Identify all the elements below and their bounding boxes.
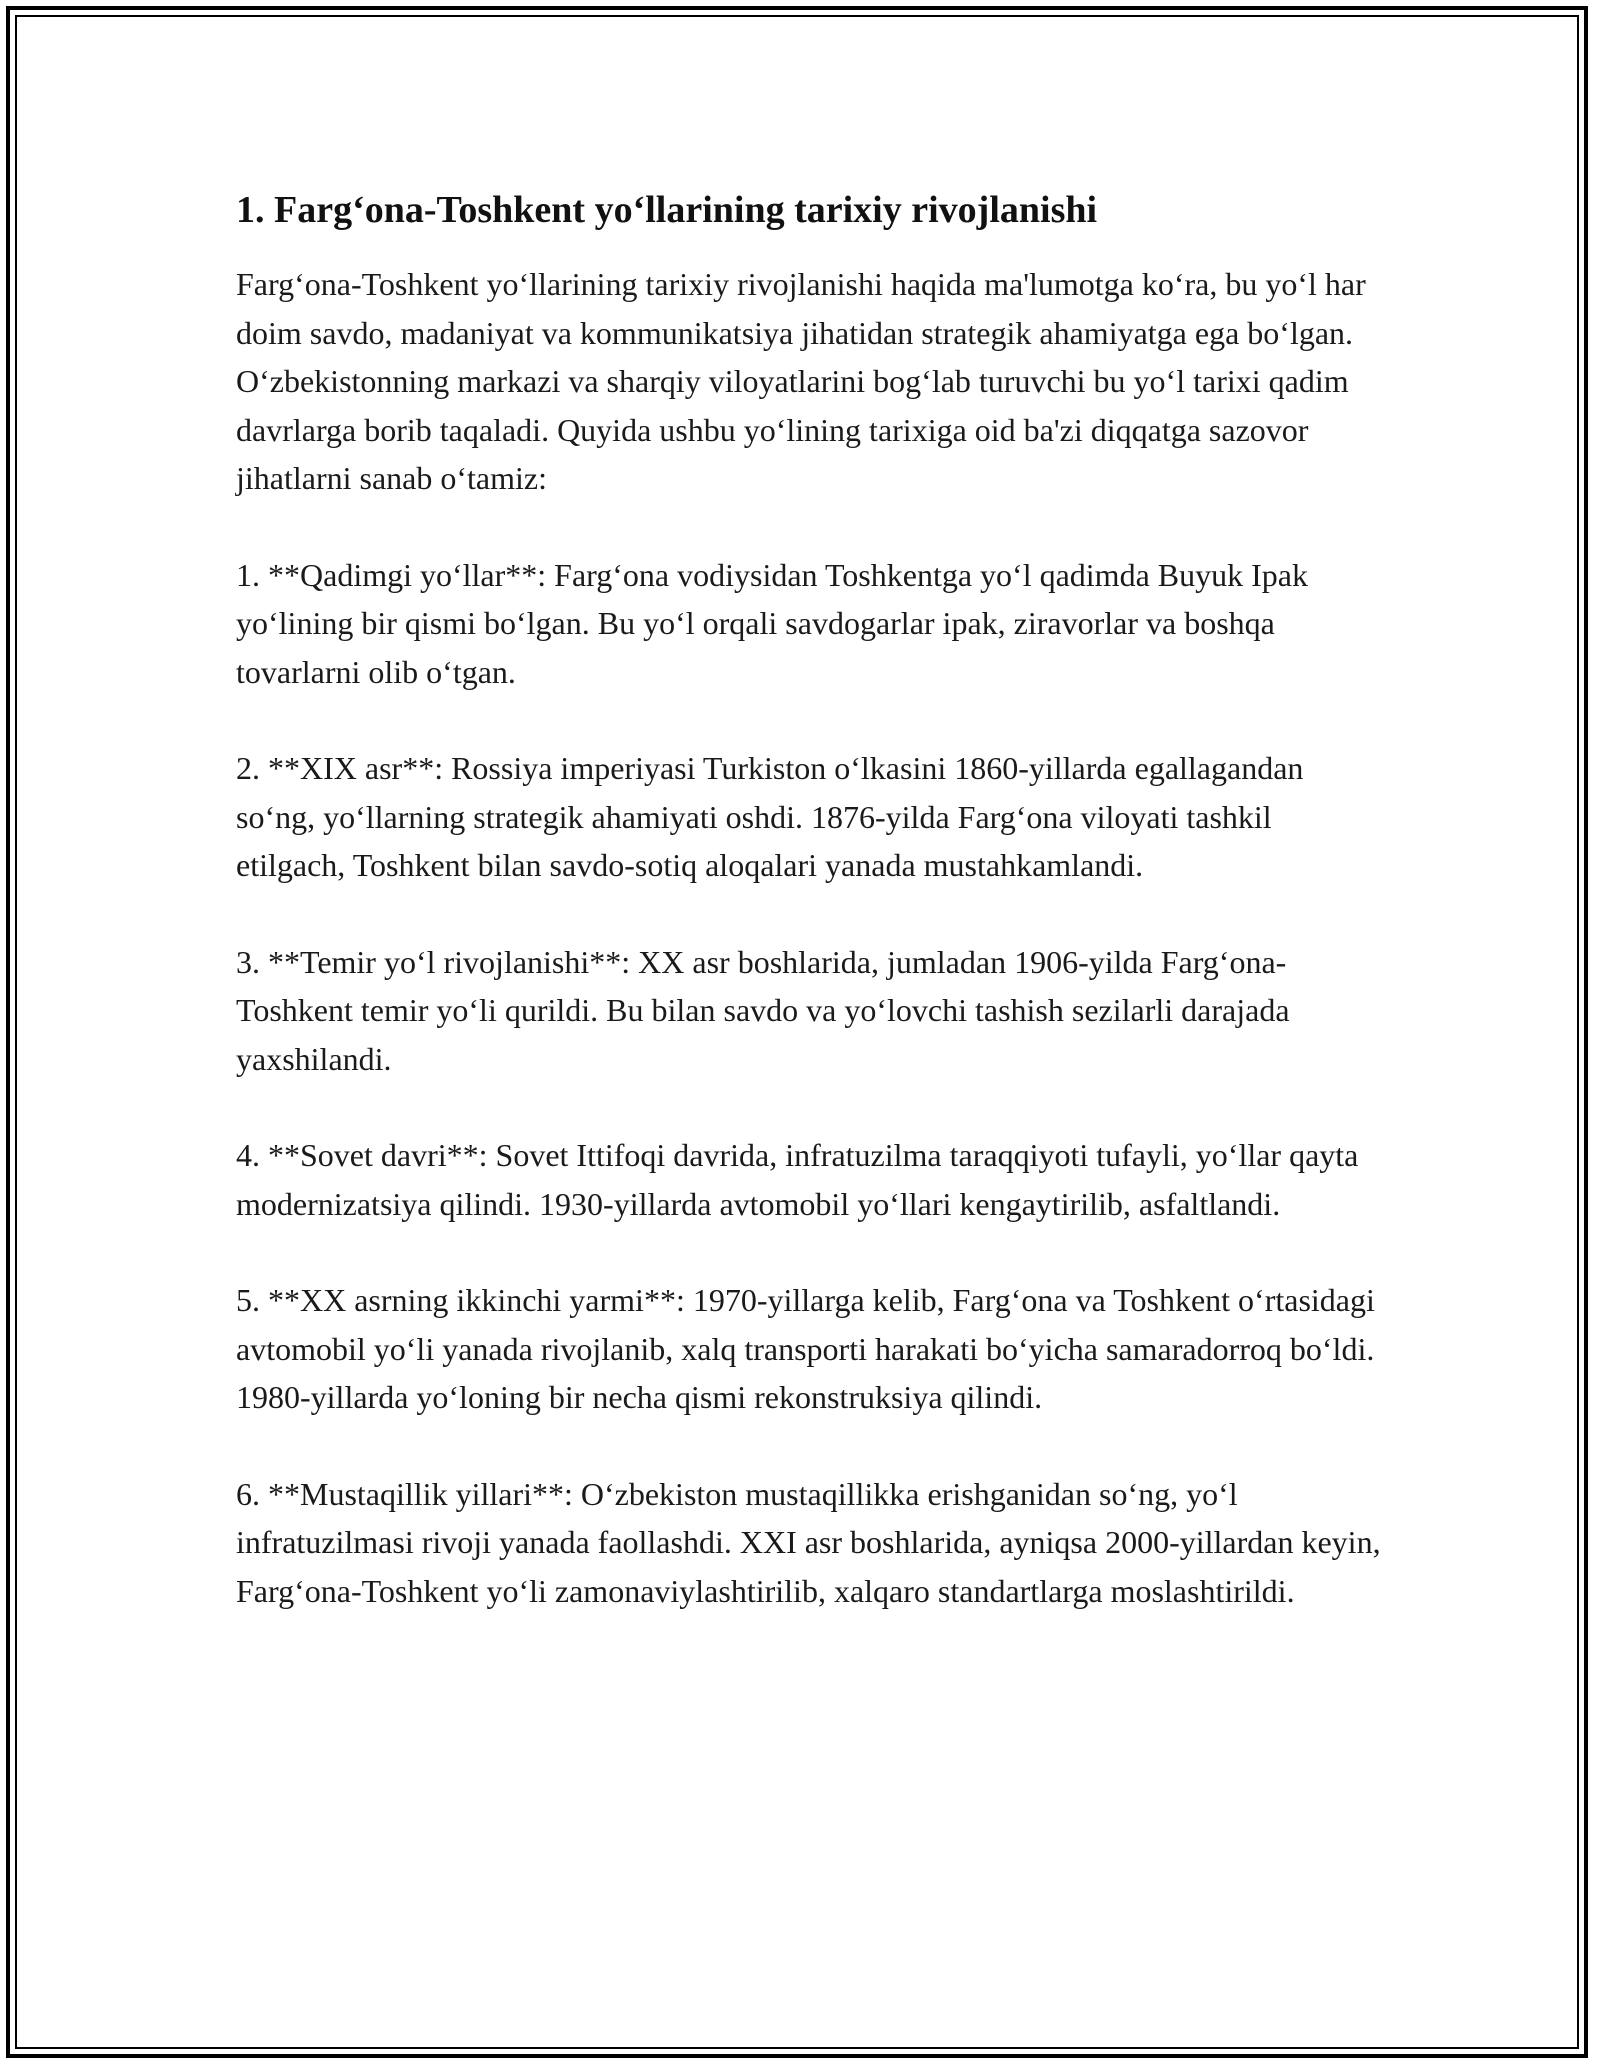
list-item: 6. **Mustaqillik yillari**: O‘zbekiston mustaqillikka erishganidan so‘ng, yo‘l infratuzilmasi rivoji yanada faollashdi. XXI asr boshlarida, ayniqsa 2000-yillardan keyin, Farg‘ona-Toshkent yo‘li zamonaviylashtirilib, xalqaro standartlarga moslashtirildi. bbox=[236, 1475, 1381, 1609]
section-title: 1. Farg‘ona-Toshkent yo‘llarining tarixiy rivojlanishi bbox=[236, 189, 1098, 231]
list-item: 4. **Sovet davri**: Sovet Ittifoqi davrida, infratuzilma taraqqiyoti tufayli, yo‘llar qayta modernizatsiya qilindi. 1930-yillarda avtomobil yo‘llari kengaytirilib, asfaltlandi. bbox=[236, 1137, 1359, 1222]
list-item: 2. **XIX asr**: Rossiya imperiyasi Turkiston o‘lkasini 1860-yillarda egallagandan so‘ng, yo‘llarning strategik ahamiyati oshdi. 1876-yilda Farg‘ona viloyati tashkil etilgach, Toshkent bilan savdo-sotiq aloqalari yanada mustahkamlandi. bbox=[236, 750, 1304, 883]
intro-paragraph: Farg‘ona-Toshkent yo‘llarining tarixiy rivojlanishi haqida ma'lumotga ko‘ra, bu yo‘l har doim savdo, madaniyat va kommunikatsiya jihatidan strategik ahamiyatga ega bo‘lgan. O‘zbekistonning markazi va sharqiy viloyatlarini bog‘lab turuvchi bu yo‘l tarixi qadim davrlarga borib taqaladi. Quyida ushbu yo‘lining tarixiga oid ba'zi diqqatga sazovor jihatlarni sanab o‘tamiz: bbox=[236, 266, 1366, 496]
list-item: 5. **XX asrning ikkinchi yarmi**: 1970-yillarga kelib, Farg‘ona va Toshkent o‘rtasidagi avtomobil yo‘li yanada rivojlanib, xalq transporti harakati bo‘yicha samaradorroq bo‘ldi. 1980-yillarda yo‘loning bir necha qismi rekonstruksiya qilindi. bbox=[236, 1282, 1375, 1415]
document-body bbox=[236, 186, 1386, 1663]
list-item: 3. **Temir yo‘l rivojlanishi**: XX asr boshlarida, jumladan 1906-yilda Farg‘ona-Toshkent temir yo‘li qurildi. Bu bilan savdo va yo‘lovchi tashish sezilarli darajada yaxshilandi. bbox=[236, 943, 1290, 1077]
list-item: 1. **Qadimgi yo‘llar**: Farg‘ona vodiysidan Toshkentga yo‘l qadimda Buyuk Ipak yo‘lining bir qismi bo‘lgan. Bu yo‘l orqali savdogarlar ipak, ziravorlar va boshqa tovarlarni olib o‘tgan. bbox=[236, 556, 1308, 690]
